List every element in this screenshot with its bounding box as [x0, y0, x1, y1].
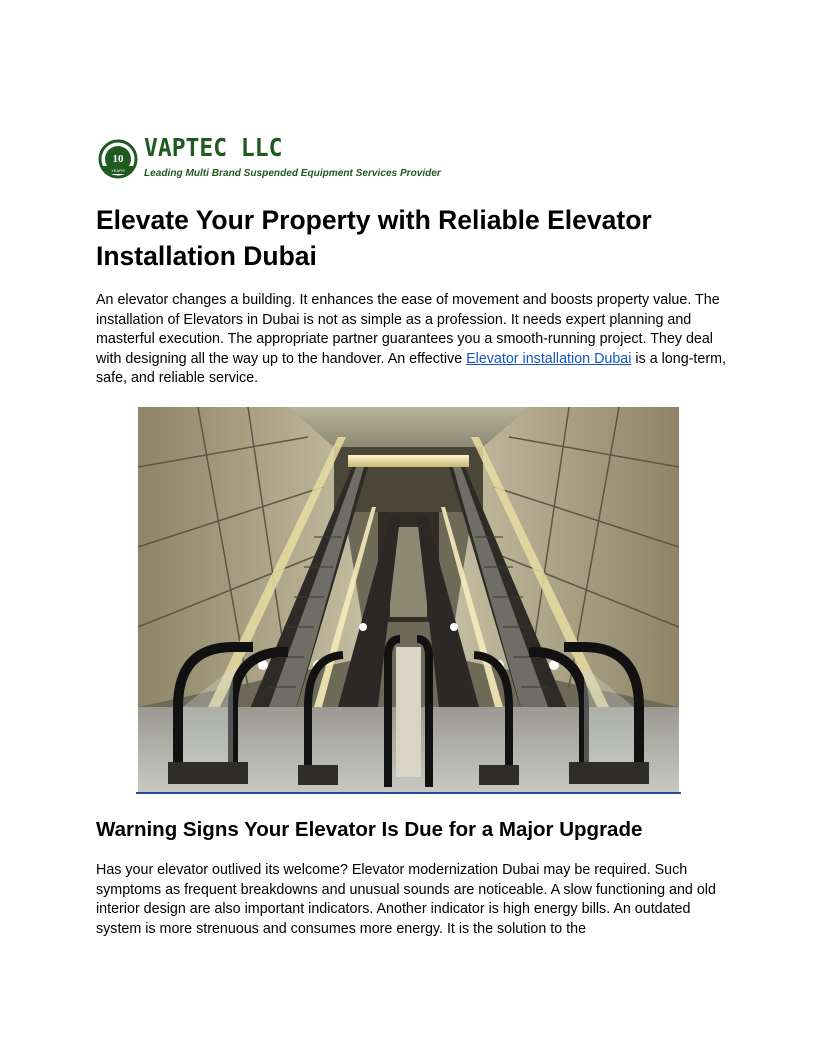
svg-text:10: 10	[112, 153, 124, 165]
elevator-installation-link[interactable]: Elevator installation Dubai	[466, 350, 632, 367]
section-paragraph: Has your elevator outlived its welcome? Elevator modernization Dubai may be required. Such symptoms as frequent breakdowns and unusual sounds are noticeable. A slow functioning and old interior design are also important indicators. Another indicator is high energy bills. An outdated system is more strenuous and consumes more energy. It is the solution to the	[96, 862, 716, 937]
escalator-photo	[138, 407, 679, 793]
photo-underline	[136, 792, 681, 794]
svg-text:YEARS: YEARS	[111, 168, 125, 173]
article-title: Elevate Your Property with Reliable Elevator Installation Dubai	[96, 205, 652, 271]
company-logo	[98, 133, 441, 185]
logo-company-name: VAPTEC LLC	[144, 133, 283, 162]
intro-text-end: is a long-term, safe, and reliable service.	[96, 350, 726, 386]
logo-tagline: Leading Multi Brand Suspended Equipment Services Provider	[144, 167, 441, 179]
anniversary-seal-icon	[98, 133, 138, 185]
intro-text-start: An elevator changes a building. It enhances the ease of movement and boosts property value. The installation of Elevators in Dubai is not as simple as a profession. It needs expert planning and masterful execution. The appropriate partner guarantees you a smooth-running project. They deal with designing all the way up to the handover. An effective	[96, 292, 720, 367]
intro-paragraph	[96, 291, 726, 389]
section-heading: Warning Signs Your Elevator Is Due for a Major Upgrade	[96, 818, 643, 841]
